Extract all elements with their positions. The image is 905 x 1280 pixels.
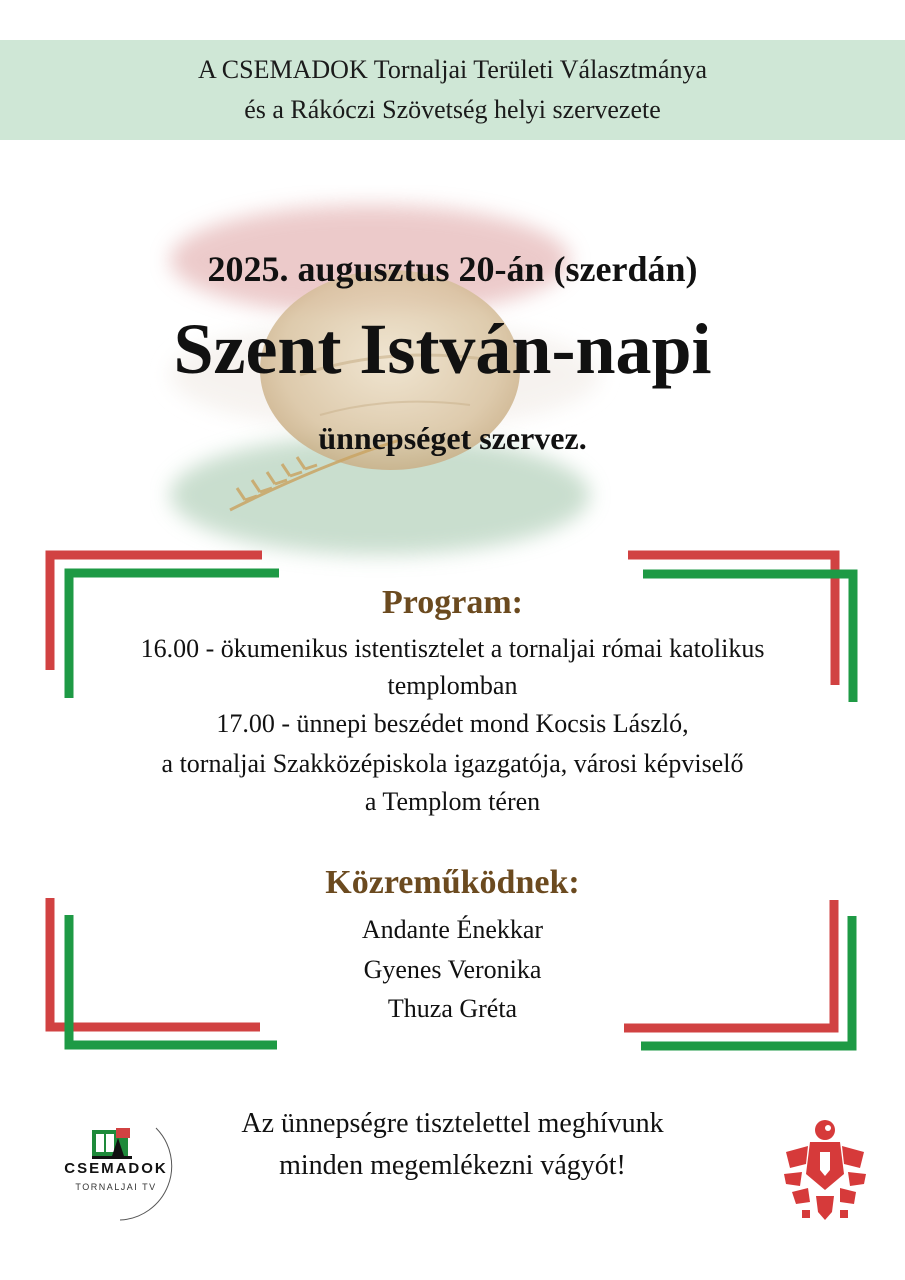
- program-line: 16.00 - ökumenikus istentisztelet a tornaljai római katolikus: [140, 634, 765, 663]
- csemadok-subtitle: TORNALJAI TV: [75, 1182, 157, 1192]
- invitation-line-1: Az ünnepségre tisztelettel meghívunk: [241, 1108, 664, 1139]
- csemadok-name: CSEMADOK: [64, 1160, 168, 1177]
- organizer-line-2: és a Rákóczi Szövetség helyi szervezete: [244, 95, 661, 124]
- event-subtitle: ünnepséget szervez.: [318, 420, 587, 456]
- performer-name: Andante Énekkar: [361, 915, 544, 944]
- csemadok-logo: [58, 1118, 178, 1222]
- rakoczi-eagle-icon: [780, 1112, 870, 1222]
- program-line: templomban: [387, 671, 518, 700]
- performer-name: Gyenes Veronika: [363, 955, 542, 984]
- performers-heading: Közreműködnek:: [325, 864, 580, 901]
- organizer-line-1: A CSEMADOK Tornaljai Területi Választmánya: [197, 55, 708, 84]
- header-banner: [0, 40, 905, 140]
- event-title: Szent István-napi: [173, 309, 712, 389]
- program-line: a Templom téren: [364, 787, 541, 816]
- event-date: 2025. augusztus 20-án (szerdán): [207, 249, 698, 289]
- program-heading: Program:: [382, 584, 523, 621]
- program-line: 17.00 - ünnepi beszédet mond Kocsis László,: [216, 709, 689, 738]
- performer-name: Thuza Gréta: [387, 994, 518, 1023]
- program-line: a tornaljai Szakközépiskola igazgatója, városi képviselő: [161, 749, 744, 778]
- invitation-line-2: minden megemlékezni vágyót!: [279, 1150, 626, 1181]
